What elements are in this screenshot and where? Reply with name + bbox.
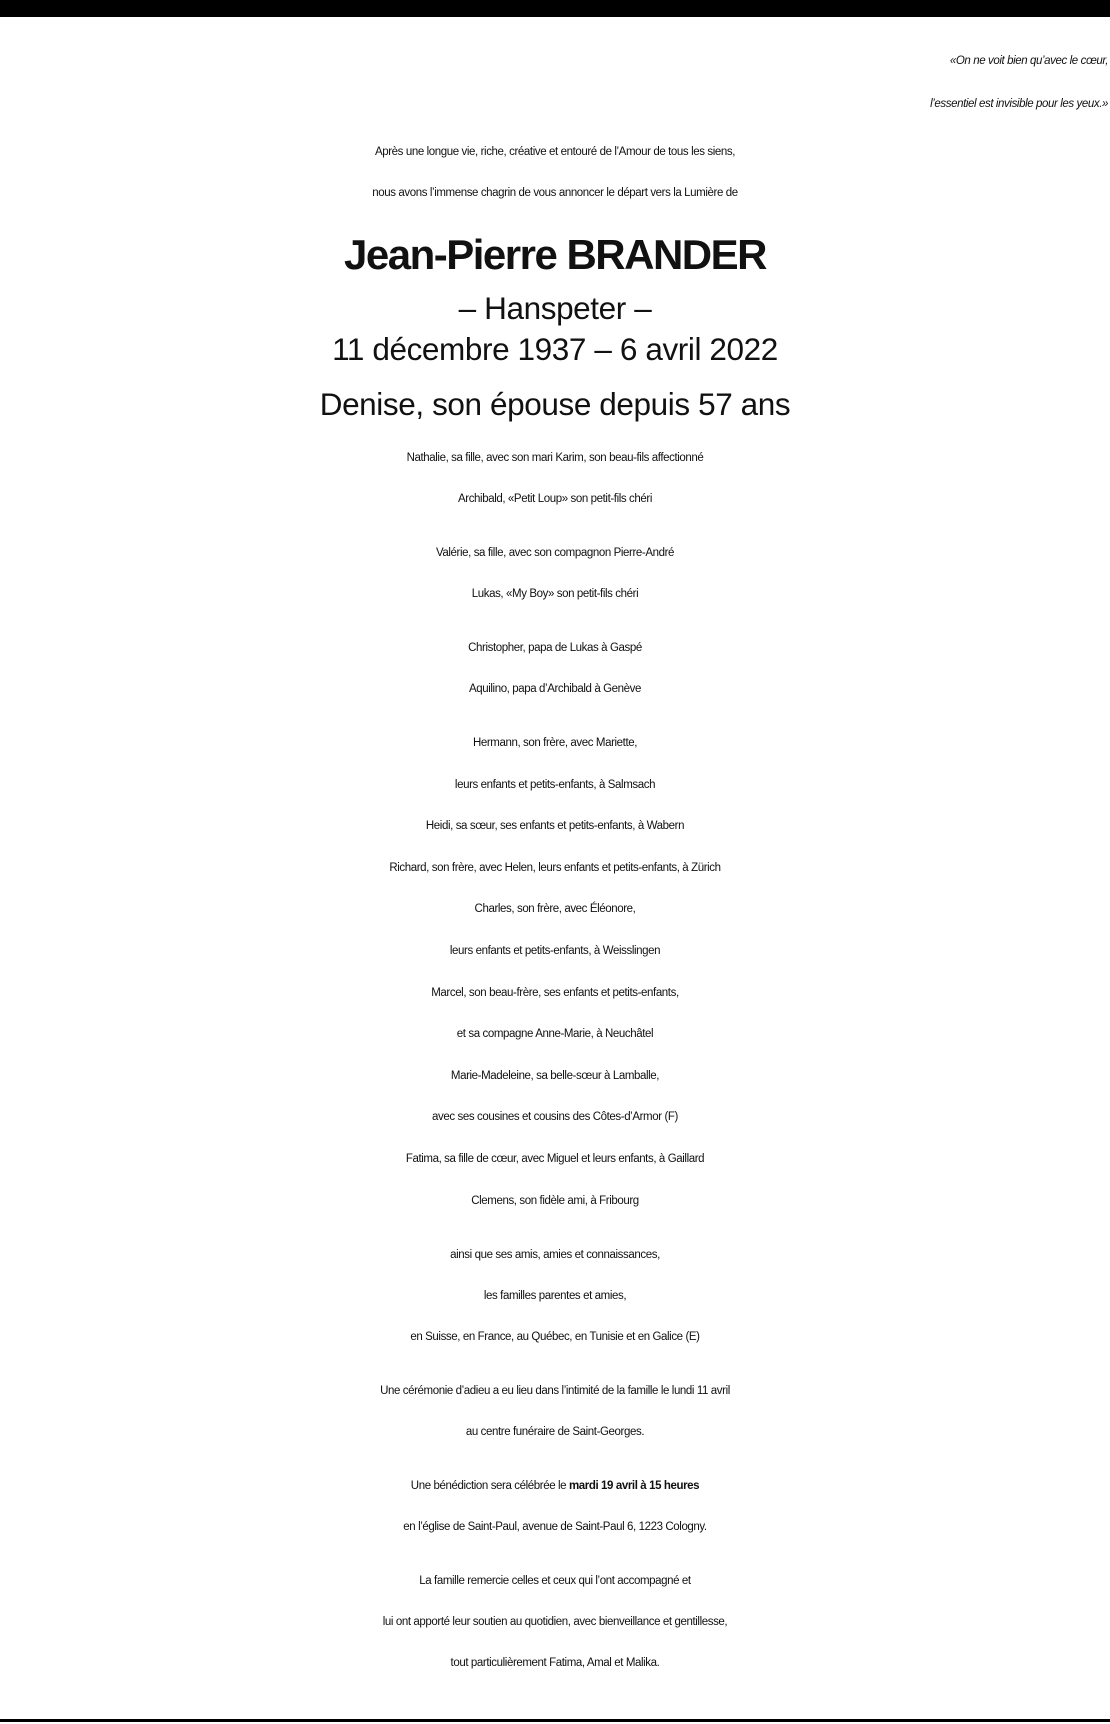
mourners-group-valerie [0,533,1110,615]
mourners-group-friends [0,1235,1110,1358]
mourner-line: Nathalie, sa fille, avec son mari Karim, son beau-fils affectionné [406,452,704,464]
mourner-line: Heidi, sa sœur, ses enfants et petits-enfants, à Wabern [425,820,685,833]
thanks-notice [0,1561,1110,1684]
mourners-group-family [0,723,1110,1222]
mourner-line: Richard, son frère, avec Helen, leurs enfants et petits-enfants, à Zürich [389,861,721,874]
mourner-line: Lukas, «My Boy» son petit-fils chéri [471,588,639,600]
mourner-line: les familles parentes et amies, [483,1290,627,1303]
ceremony-notice [0,1371,1110,1453]
mourner-line: Fatima, sa fille de cœur, avec Miguel et leurs enfants, à Gaillard [405,1152,705,1165]
mourner-line: leurs enfants et petits-enfants, à Salmsach [454,778,656,791]
top-border-rule [0,0,1110,17]
mourner-line: et sa compagne Anne-Marie, à Neuchâtel [456,1028,654,1041]
deceased-nickname: – Hanspeter – [458,290,652,326]
mourner-line: Marcel, son beau-frère, ses enfants et petits-enfants, [431,986,679,999]
mourner-line: Aquilino, papa d’Archibald à Genève [468,683,642,695]
obituary-notice [0,40,1110,1698]
deceased-name: Jean-Pierre BRANDER [344,231,766,278]
spouse-line: Denise, son épouse depuis 57 ans [319,386,791,422]
life-dates: 11 décembre 1937 – 6 avril 2022 [332,331,778,367]
mourners-group-nathalie [0,438,1110,520]
mourner-line: ainsi que ses amis, amies et connaissances, [450,1249,660,1262]
mourner-line: en Suisse, en France, au Québec, en Tunisie et en Galice (E) [410,1331,700,1344]
mourner-line: leurs enfants et petits-enfants, à Weisslingen [449,944,661,957]
benediction-line [0,1466,1110,1507]
thanks-line: La famille remercie celles et ceux qui l’ont accompagné et [419,1575,691,1588]
benediction-prefix: Une bénédiction sera célébrée le [410,1480,569,1493]
quote-line: «On ne voit bien qu’avec le cœur, [949,55,1108,67]
epigraph-quote [0,40,1110,126]
mourner-line: Christopher, papa de Lukas à Gaspé [468,642,642,654]
intro-line: Après une longue vie, riche, créative et entouré de l’Amour de tous les siens, [374,146,736,158]
ceremony-line: Une cérémonie d’adieu a eu lieu dans l’intimité de la famille le lundi 11 avril [380,1385,730,1398]
quote-line: l’essentiel est invisible pour les yeux.» [930,98,1108,110]
intro-line: nous avons l’immense chagrin de vous annoncer le départ vers la Lumière de [372,187,738,199]
bottom-border-rule [0,1719,1110,1722]
mourner-line: Charles, son frère, avec Éléonore, [474,903,636,916]
thanks-line: tout particulièrement Fatima, Amal et Malika. [450,1657,660,1670]
mourner-line: Marie-Madeleine, sa belle-sœur à Lamballe, [450,1069,660,1082]
mourner-line: Archibald, «Petit Loup» son petit-fils chéri [458,493,652,505]
benediction-location: en l’église de Saint-Paul, avenue de Saint-Paul 6, 1223 Cologny. [403,1521,707,1534]
mourner-line: Clemens, son fidèle ami, à Fribourg [471,1194,639,1207]
benediction-notice [0,1466,1110,1548]
mourner-line: Valérie, sa fille, avec son compagnon Pierre-André [435,547,675,559]
ceremony-line: au centre funéraire de Saint-Georges. [465,1426,645,1439]
mourners-group-fathers [0,628,1110,710]
thanks-line: lui ont apporté leur soutien au quotidien, avec bienveillance et gentillesse, [382,1616,728,1629]
mourner-line: avec ses cousines et cousins des Côtes-d’Armor (F) [432,1111,678,1124]
benediction-date-time: mardi 19 avril à 15 heures [568,1480,700,1493]
announcement-intro [0,132,1110,214]
mourner-line: Hermann, son frère, avec Mariette, [472,737,638,749]
